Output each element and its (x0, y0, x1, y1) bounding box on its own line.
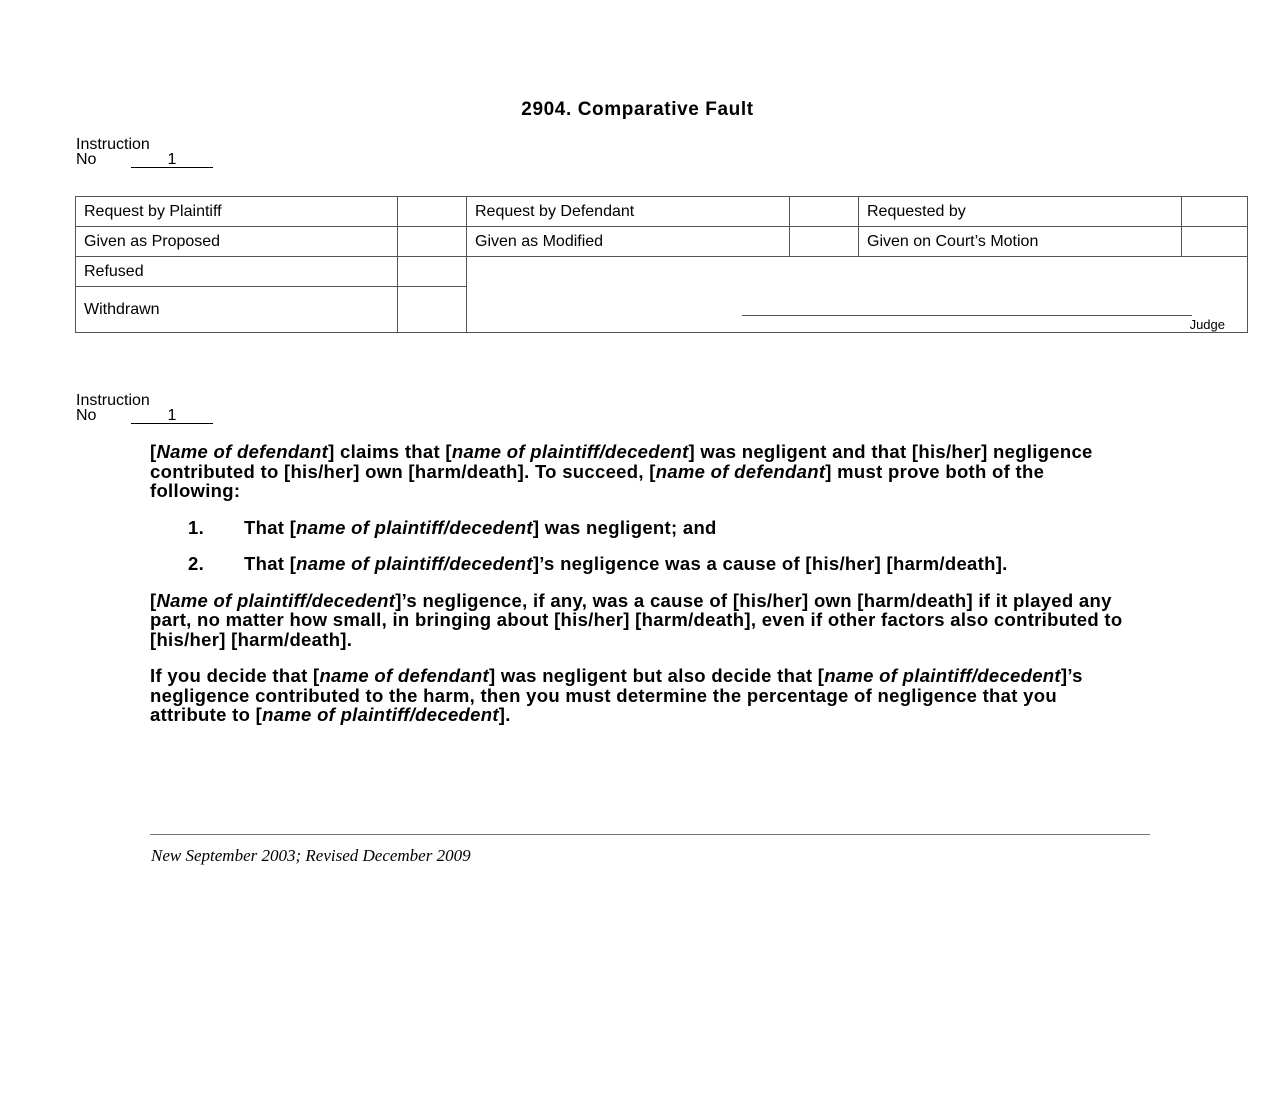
given-as-proposed-label: Given as Proposed (76, 227, 398, 257)
instruction-no-row (76, 408, 180, 424)
document-title: 2904. Comparative Fault (521, 99, 754, 120)
intro-text: ] must prove both of the following: (150, 460, 1045, 501)
placeholder-defendant: name of defendant (655, 460, 826, 482)
request-by-plaintiff-label: Request by Plaintiff (76, 197, 398, 227)
list-item (150, 554, 1125, 574)
judge-signature-cell (467, 257, 1248, 333)
list-item-text: That [name of plaintiff/decedent]’s negligence was a cause of [his/her] [harm/death]. (244, 553, 1008, 574)
footer-divider (150, 834, 1150, 835)
list-item (150, 518, 1125, 538)
placeholder-plaintiff: name of plaintiff/decedent (451, 441, 689, 462)
instruction-number-header (76, 137, 180, 168)
instruction-body-number-header (76, 393, 180, 424)
given-on-courts-motion-label: Given on Court’s Motion (859, 227, 1182, 257)
placeholder-plaintiff: Name of plaintiff/decedent (156, 589, 396, 611)
intro-text: ] claims that [ (328, 441, 452, 462)
withdrawn-checkbox[interactable] (398, 287, 467, 333)
instruction-label: Instruction (76, 136, 150, 153)
given-as-modified-checkbox[interactable] (790, 227, 859, 257)
intro-paragraph: [Name of defendant] claims that [name of plaintiff/decedent] was negligent and that [his/her] negligence contributed to [his/her] own [harm/death]. To succeed, [name of defendant] must prove both of the following: (150, 441, 1093, 501)
list-item-number: 2. (188, 553, 205, 574)
request-disposition-table (75, 196, 1248, 333)
list-item-text: That [name of plaintiff/decedent] was negligent; and (244, 516, 717, 538)
placeholder-plaintiff: name of plaintiff/decedent (824, 665, 1061, 686)
withdrawn-label: Withdrawn (76, 287, 398, 333)
instruction-label: Instruction (76, 392, 150, 409)
refused-checkbox[interactable] (398, 257, 467, 287)
instruction-number-field[interactable]: 1 (131, 409, 213, 424)
causation-paragraph: [Name of plaintiff/decedent]’s negligence, if any, was a cause of [his/her] own [harm/death] if it played any part, no matter how small, in bringing about [his/her] [harm/death], even if other factors also contributed to [his/her] [harm/death]. (150, 589, 1123, 650)
request-by-defendant-label: Request by Defendant (467, 197, 790, 227)
list-item-number: 1. (188, 516, 205, 538)
given-as-proposed-checkbox[interactable] (398, 227, 467, 257)
revision-history: New September 2003; Revised December 2009 (151, 846, 471, 865)
placeholder-plaintiff: name of plaintiff/decedent (296, 553, 533, 574)
placeholder-plaintiff: name of plaintiff/decedent (262, 704, 499, 725)
instruction-body (150, 442, 1125, 742)
requested-by-label: Requested by (859, 197, 1182, 227)
request-by-defendant-checkbox[interactable] (790, 197, 859, 227)
request-by-plaintiff-checkbox[interactable] (398, 197, 467, 227)
judge-signature-line[interactable] (742, 315, 1192, 316)
given-as-modified-label: Given as Modified (467, 227, 790, 257)
requested-by-checkbox[interactable] (1182, 197, 1248, 227)
refused-label: Refused (76, 257, 398, 287)
instruction-no-label: No (76, 151, 97, 168)
causation-text: ]’s negligence, if any, was a cause of [his/her] own [harm/death] if it played any part, no matter how small, in bringing about [his/her] [harm/death], even if other factors also contributed to [his/her] [harm/death]. (150, 589, 1123, 650)
intro-text: ] was negligent and that [his/her] negligence contributed to [his/her] own [harm/death]. To succeed, [ (150, 441, 1093, 482)
placeholder-plaintiff: name of plaintiff/decedent (296, 516, 533, 538)
instruction-number-field[interactable]: 1 (131, 153, 213, 168)
percentage-paragraph: If you decide that [name of defendant] was negligent but also decide that [name of plaintiff/decedent]’s negligence contributed to the harm, then you must determine the percentage of negligence that you attribute to [name of plaintiff/decedent]. (150, 665, 1083, 725)
instruction-no-row (76, 152, 180, 168)
instruction-no-label: No (76, 407, 97, 424)
given-on-courts-motion-checkbox[interactable] (1182, 227, 1248, 257)
placeholder-defendant: Name of defendant (156, 441, 329, 462)
judge-label: Judge (1189, 317, 1225, 332)
placeholder-defendant: name of defendant (319, 665, 489, 686)
